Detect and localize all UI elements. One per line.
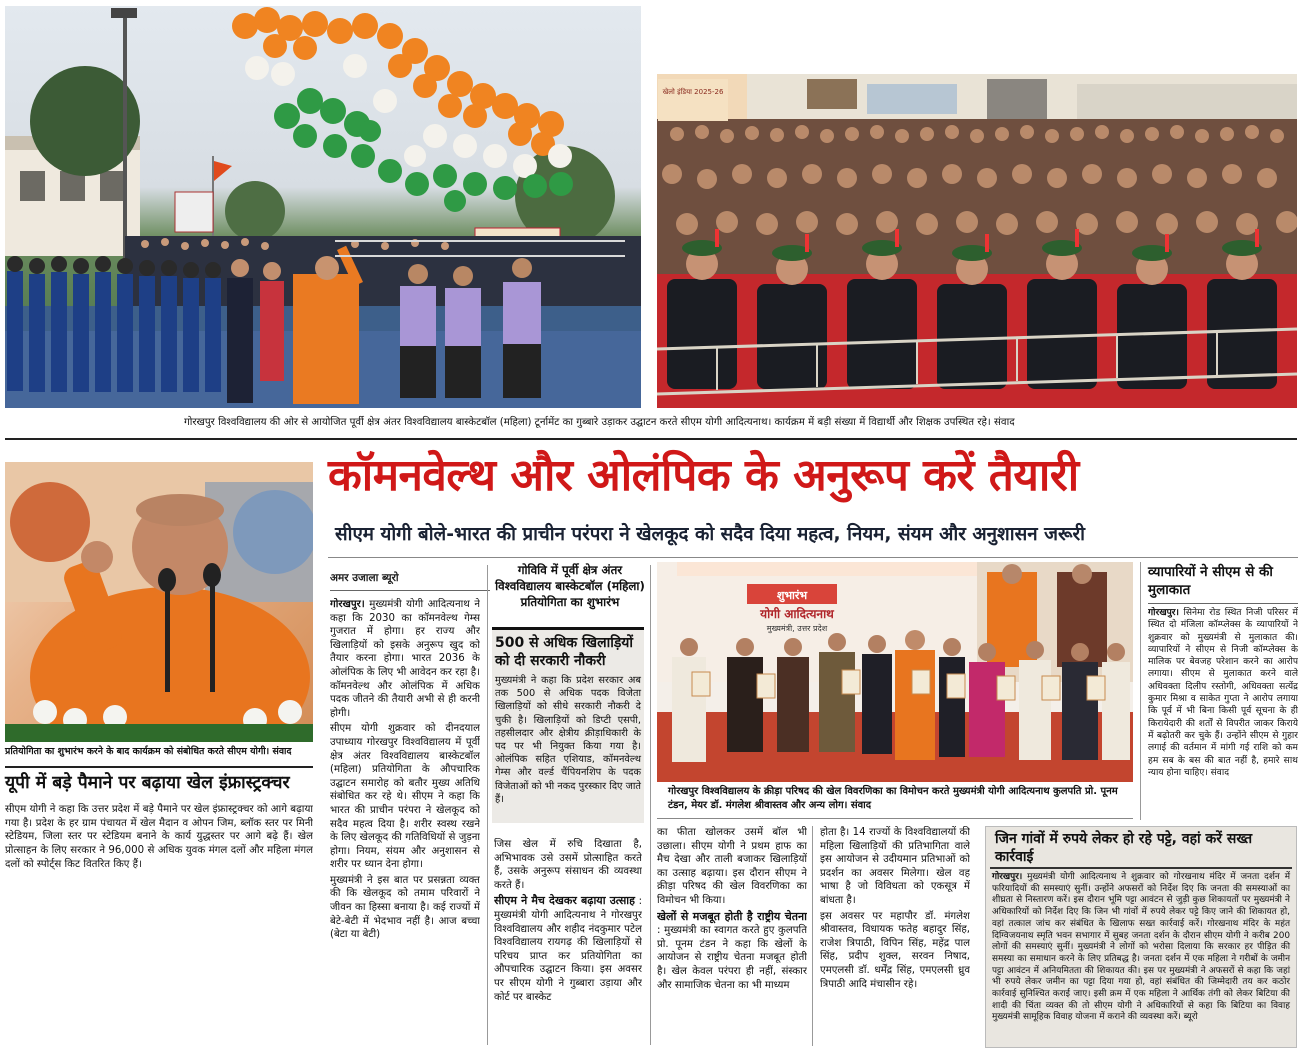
left-photo-fill: [657, 6, 1297, 72]
main-headline: कॉमनवेल्थ और ओलंपिक के अनुरूप करें तैयारी: [328, 450, 1079, 501]
center-photo-caption: गोरखपुर विश्वविद्यालय के क्रीड़ा परिषद की खेल विवरणिका का विमोचन करते मुख्यमंत्री योगी आदित्यनाथ कुलपति प्रो. पूनम टंडन, मेयर डॉ. मंगलेश श्रीवास्तव और अन्य लोग। संवाद: [668, 786, 1118, 811]
col2-box: [492, 627, 644, 823]
cadets-scene-graphic: [657, 74, 1297, 408]
col2-box-headline: 500 से अधिक खिलाड़ियों को दी सरकारी नौकरी: [495, 635, 634, 669]
col2-subhead: सीएम ने मैच देखकर बढ़ाया उत्साह: [494, 894, 635, 908]
balloon-launch-photo: [5, 6, 641, 408]
box-story-headline: जिन गांवों में रुपये लेकर हो रहे पट्टे, वहां करें सख्त कार्रवाई: [990, 827, 1292, 869]
byline-rule: [330, 590, 490, 591]
cm-speaking-photo: [5, 462, 313, 742]
sub-headline-divider: [328, 557, 1298, 558]
col1-para-1: मुख्यमंत्री योगी आदित्यनाथ ने कहा कि 2030 का कॉमनवेल्थ गेम्स गुजरात में होगा। हर राज्य और खिलाड़ियों को इसके अनुरूप खुद को तैयार करना होगा। भारत 2036 के ओलंपिक के लिए भी आवेदन कर रहा है। कॉमनवेल्थ और ओलंपिक में अधिक पदक जीतने की तैयारी अभी से ही करनी होगी।: [330, 599, 480, 719]
col1-dateline: गोरखपुर।: [330, 599, 365, 610]
col1-col2-rule: [487, 565, 488, 1045]
col3-para: का फीता खोलकर उसमें बॉल भी उछाला। सीएम योगी ने प्रथम हाफ का मैच देखा और ताली बजाकर खिलाड़ियों का उत्साह बढ़ाया। इस दौरान सीएम ने क्रीड़ा परिषद की खेल विवरणिका का विमोचन भी किया।: [657, 827, 807, 906]
banner-title-text: शुभारंभ: [776, 589, 808, 602]
col1-para-2: सीएम योगी शुक्रवार को दीनदयाल उपाध्याय गोरखपुर विश्वविद्यालय में पूर्वी क्षेत्र अंतर विश्वविद्यालय बास्केटबॉल (महिला) प्रतियोगिता के औपचारिक उद्घाटन समारोह को बतौर मुख्य अतिथि संबोधित कर रहे थे। सीएम ने कहा कि भारत की प्राचीन परंपरा ने खेलकूद को सदैव महत्व दिया है। शरीर स्वस्थ रखने के लिए खेलकूद की गतिविधियों से जुड़ना होगा। नियम, संयम और अनुशासन से शरीर पर ध्यान देना होगा।: [330, 723, 480, 871]
balloon-scene-graphic: [5, 6, 641, 408]
box-story-dateline: गोरखपुर।: [992, 872, 1023, 882]
left-story-headline: यूपी में बड़े पैमाने पर बढ़ाया खेल इंफ्रास्ट्रक्चर: [5, 773, 290, 793]
release-ceremony-photo: [657, 562, 1133, 782]
poster-text: खेलो इंडिया 2025-26: [662, 88, 724, 96]
left-story-body: सीएम योगी ने कहा कि उत्तर प्रदेश में बड़े पैमाने पर खेल इंफ्रास्ट्रक्चर को आगे बढ़ाया गया है। प्रदेश के हर ग्राम पंचायत में खेल मैदान व ओपन जिम, ब्लॉक स्तर पर मिनी स्टेडियम, जिला स्तर पर स्टेडियम बनाने के कार्य युद्धस्तर पर आगे बढ़े हैं। खेल प्रोत्साहन के लिए सरकार ने 96,000 से अधिक युवक मंगल दलों और महिला मंगल दलों को स्पोर्ट्स किट वितरित किए हैं।: [5, 804, 313, 870]
col2-col3-rule: [650, 565, 651, 1045]
right-story-text: सिनेमा रोड स्थित निजी परिसर में स्थित दो मंजिला कॉम्प्लेक्स के व्यापारियों ने शुक्रवार को मुख्यमंत्री से मुलाकात की। व्यापारियों ने सीएम से निजी कॉम्प्लेक्स के मालिक पर बेवजह परेशान करने का आरोप लगाया। सीएम से मुलाकात करने वाले अधिवक्ता दिलीप रस्तोगी, अधिवक्ता सत्येंद्र कुमार मिश्रा व साकेत गुप्ता ने आरोप लगाया कि पूर्व में भी बिना किसी पूर्व सूचना के ही किरायेदारी की शर्तों से विपरीत जाकर किराये में बढ़ोतरी कर चुके हैं। उन्होंने सीएम से गुहार लगाई की वर्तमान में मांगी गई राशि को कम हम सब के बस की बात नहीं है, हमारे साथ न्याय होना चाहिए। संवाद: [1148, 608, 1298, 778]
box-story-body-wrap: [986, 869, 1296, 1051]
audience-cadets-photo: [657, 74, 1297, 408]
col4-para-1: होता है। 14 राज्यों के विश्वविद्यालयों की महिला खिलाड़ियों की प्रतिभागिता वाले इस आयोजन से उदीयमान प्रतिभाओं को प्रदर्शन का अवसर मिलेगा। खेल वह भाषा है जो विविधता को एकसूत्र में बांधता है।: [820, 827, 970, 906]
top-photo-caption: गोरखपुर विश्वविद्यालय की ओर से आयोजित पूर्वी क्षेत्र अंतर विश्वविद्यालय बास्केटबॉल (महिला) टूर्नामेंट का गुब्बारे उड़ाकर उद्घाटन करते सीएम योगी आदित्यनाथ। कार्यक्रम में बड़ी संख्या में विद्यार्थी और शिक्षक उपस्थित रहे। संवाद: [184, 417, 1015, 428]
ceremony-scene-graphic: [657, 562, 1133, 782]
col3-col4-rule: [812, 826, 813, 1046]
byline: अमर उजाला ब्यूरो: [330, 572, 399, 584]
col3-subhead: खेलों से मजबूत होती है राष्ट्रीय चेतना: [657, 909, 807, 923]
right-story-headline: व्यापारियों ने सीएम से की मुलाकात: [1148, 564, 1273, 598]
right-story-head-rule: [1148, 603, 1298, 604]
cm-speaking-graphic: [5, 462, 313, 742]
left-photo-caption: प्रतियोगिता का शुभारंभ करने के बाद कार्यक्रम को संबोधित करते सीएम योगी। संवाद: [5, 746, 292, 757]
banner-name-text: योगी आदित्यनाथ: [760, 607, 834, 621]
col2-para: जिस खेल में रुचि दिखाता है, अभिभावक उसे उसमें प्रोत्साहित करते हैं, उसके अनुरूप संसाधन की व्यवस्था करते हैं।: [494, 839, 642, 891]
col2-box-body: मुख्यमंत्री ने कहा कि प्रदेश सरकार अब तक 500 से अधिक पदक विजेता खिलाड़ियों को सीधे सरकारी नौकरी दे चुकी है। खिलाड़ियों को डिप्टी एसपी, तहसीलदार और क्षेत्रीय क्रीड़ाधिकारी के पद पर भी नियुक्त किया गया है। ओलंपिक सहित एशियाड, कॉमनवेल्थ गेम्स और वर्ल्ड चैंपियनशिप के पदक विजेताओं को भी नकद पुरस्कार दिए जाते हैं।: [495, 675, 641, 805]
col2-top-headline: गोविवि में पूर्वी क्षेत्र अंतर विश्वविद्यालय बास्केटबॉल (महिला) प्रतियोगिता का शुभारंभ: [495, 563, 645, 609]
col1-body: [330, 598, 480, 1048]
right-story-body: [1148, 607, 1298, 819]
poster-board: [658, 79, 728, 121]
left-story-divider: [5, 766, 313, 768]
right-story-rule: [1140, 562, 1141, 820]
center-caption-rule: [657, 818, 1133, 819]
top-divider: [5, 438, 1297, 440]
col4-para-2: इस अवसर पर महापौर डॉ. मंगलेश श्रीवास्तव, विधायक फतेह बहादुर सिंह, राजेश त्रिपाठी, विपिन सिंह, महेंद्र पाल सिंह, प्रदीप शुक्ल, सरवन निषाद, एमएलसी डॉ. धर्मेंद्र सिंह, एमएलसी ध्रुव त्रिपाठी आदि मंचासीन रहे।: [820, 910, 970, 990]
col1-para-3: मुख्यमंत्री ने इस बात पर प्रसन्नता व्यक्त की कि खेलकूद को तमाम परिवारों ने जीवन का हिस्सा बनाया है। कई राज्यों में बेटे-बेटी में भेदभाव नहीं है। आज बच्चा (बेटा या बेटी): [330, 874, 480, 941]
right-story-dateline: गोरखपुर।: [1148, 608, 1179, 618]
col4-body: [820, 826, 970, 1048]
box-story-body: मुख्यमंत्री योगी आदित्यनाथ ने शुक्रवार को गोरखनाथ मंदिर में जनता दर्शन में फरियादियों की समस्याएं सुनीं। उन्होंने अफसरों को निर्देश दिए कि जनता की समस्याओं का शीघ्रता से निस्तारण करें। इस दौरान भूमि पट्टा आवंटन से जुड़ी कुछ शिकायतों पर मुख्यमंत्री ने अधिकारियों को निर्देश दिए कि जिन भी गांवों में रुपये लेकर पट्टे किए जाने की शिकायत हो, वहां तत्काल जांच कर संबंधित के खिलाफ सख्त कार्रवाई करें। गोरखनाथ मंदिर के महंत दिग्विजयनाथ स्मृति भवन सभागार में सुबह जनता दर्शन के दौरान सीएम योगी ने करीब 200 लोगों की समस्याएं सुनीं। मुख्यमंत्री ने लोगों को भरोसा दिलाया कि सरकार हर पीड़ित की समस्या का समाधान करने के लिए प्रतिबद्ध है। जनता दर्शन में एक महिला ने गरीबों के जमीन पट्टा आवंटन में अनियमितता की शिकायत की। इस पर मुख्यमंत्री ने अफसरों से कहा कि जहां भी रुपये लेकर जमीन का पट्टा दिया गया हो, वहां संबंधित की जिम्मेदारी तय कर कठोर कार्रवाई सुनिश्चित कराई जाए। इसी क्रम में एक महिला ने आर्थिक तंगी को लेकर बिटिया की शादी की चिंता व्यक्त की तो सीएम योगी ने अधिकारियों से कहा कि बिटिया का विवाह मुख्यमंत्री सामूहिक विवाह योजना में कराने की व्यवस्था करें। ब्यूरो: [992, 872, 1290, 1023]
banner-role-text: मुख्यमंत्री, उत्तर प्रदेश: [766, 624, 828, 633]
col3-sub-body: : मुख्यमंत्री का स्वागत करते हुए कुलपति प्रो. पूनम टंडन ने कहा कि खेलों के आयोजन से राष्ट्रीय चेतना मजबूत होती है। खेल केवल परंपरा ही नहीं, संस्कार और सामाजिक चेतना का भी माध्यम: [657, 925, 807, 991]
box-story: [985, 826, 1297, 1048]
col3-body: [657, 826, 807, 1048]
col2-body: [494, 838, 642, 1048]
sub-headline: सीएम योगी बोले-भारत की प्राचीन परंपरा ने खेलकूद को सदैव दिया महत्व, नियम, संयम और अनुशासन जरूरी: [335, 524, 1085, 545]
col2-sub-body: : मुख्यमंत्री योगी आदित्यनाथ ने गोरखपुर विश्वविद्यालय और शहीद नंदकुमार पटेल विश्वविद्यालय रायगढ़ की खिलाड़ियों से परिचय प्राप्त कर प्रतियोगिता का औपचारिक उद्घाटन किया। इस अवसर पर सीएम योगी ने गुब्बारा उड़ाया और कोर्ट पर बास्केट: [494, 896, 642, 1003]
